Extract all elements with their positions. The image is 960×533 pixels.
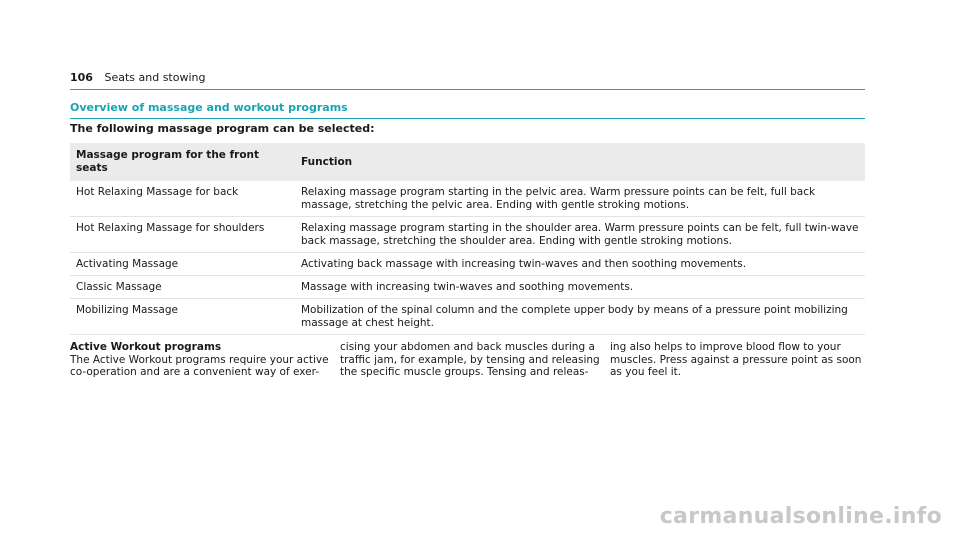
program-name: Mobilizing Massage [70,299,295,335]
section-title: Overview of massage and workout programs [70,100,865,119]
workout-text-3: ing also helps to improve blood flow to your muscles. Press against a pressure point as soon as you feel it. [610,341,862,378]
program-function: Relaxing massage program starting in the pelvic area. Warm pressure points can be felt, full back massage, stretching the pelvic area. Ending with gentle stroking motions. [295,181,865,217]
program-function: Relaxing massage program starting in the shoulder area. Warm pressure points can be felt, full twin-wave back massage, stretching the shoulder area. Ending with gentle stroking motions. [295,217,865,253]
table-row [70,299,865,335]
workout-column-1 [70,341,330,379]
intro-text: The following massage program can be selected: [70,122,375,135]
program-name: Classic Massage [70,276,295,299]
table-header-row [70,143,865,181]
page-number: 106 [70,71,93,84]
table-row [70,276,865,299]
watermark: carmanualsonline.info [659,504,942,529]
column-header-function: Function [295,143,865,181]
program-function: Mobilization of the spinal column and the complete upper body by means of a pressure point mobilizing massage at chest height. [295,299,865,335]
table-row [70,253,865,276]
table-row [70,181,865,217]
header-section: Seats and stowing [104,71,206,84]
program-name: Hot Relaxing Massage for shoulders [70,217,295,253]
column-header-program: Massage program for the front seats [70,143,295,181]
program-name: Hot Relaxing Massage for back [70,181,295,217]
page-header [70,71,865,90]
workout-text-1: The Active Workout programs require your active co-operation and are a convenient way of exer- [70,353,329,378]
massage-programs-table [70,143,865,335]
program-function: Activating back massage with increasing twin-waves and then soothing movements. [295,253,865,276]
table-row [70,217,865,253]
program-name: Activating Massage [70,253,295,276]
workout-column-3 [610,341,865,379]
workout-text-2: cising your abdomen and back muscles during a traffic jam, for example, by tensing and releasing the specific muscle groups. Tensing and releas- [340,341,600,378]
workout-title: Active Workout programs [70,341,222,353]
program-function: Massage with increasing twin-waves and soothing movements. [295,276,865,299]
workout-column-2 [340,341,600,379]
